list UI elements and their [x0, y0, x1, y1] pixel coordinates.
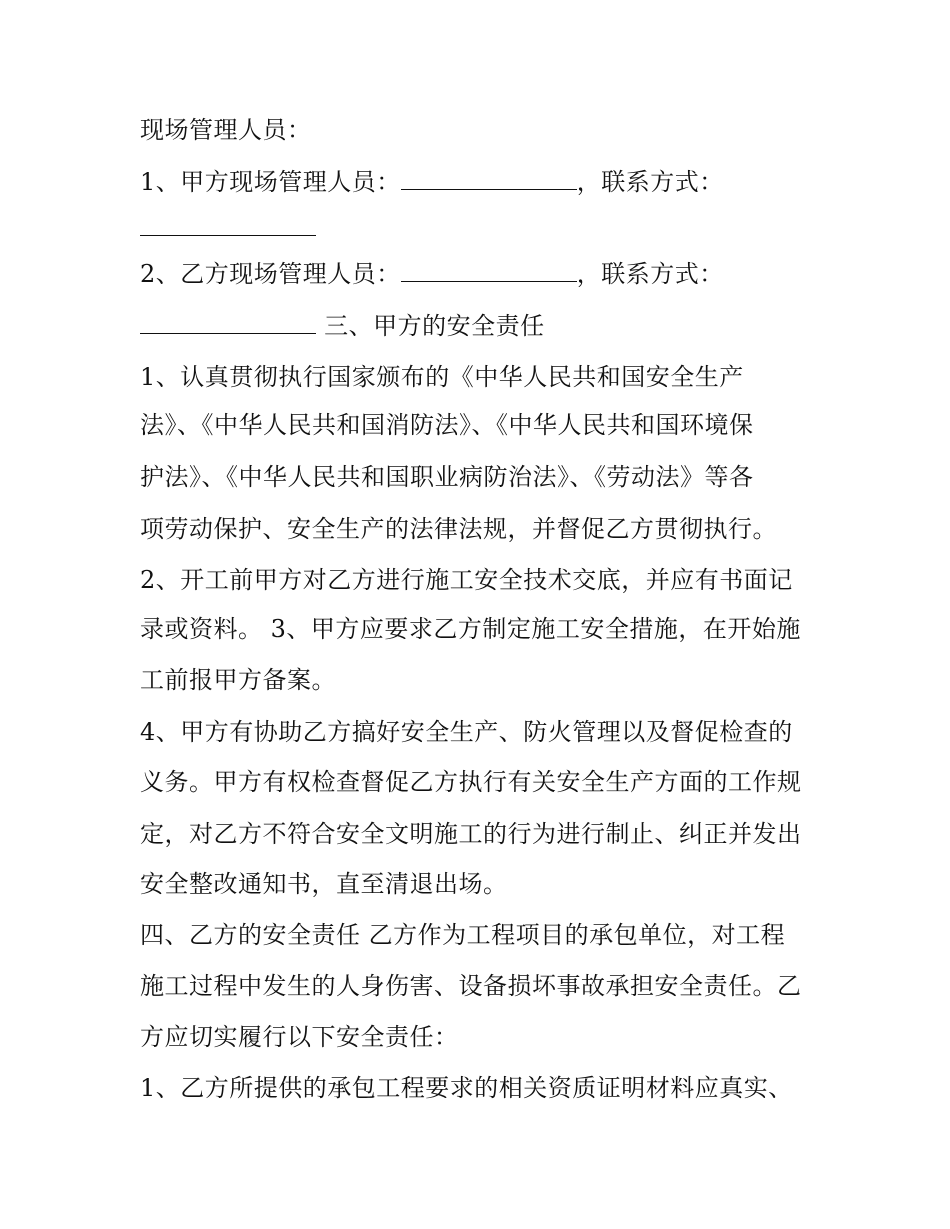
paragraph-line: 施工过程中发生的人身伤害、设备损坏事故承担安全责任。乙 — [140, 972, 802, 1000]
paragraph-line: 工前报甲方备案。 — [140, 666, 336, 694]
party-a-manager-line — [140, 166, 724, 198]
section-heading-site-managers: 现场管理人员： — [140, 116, 312, 144]
party-b-contact-label: ，联系方式： — [576, 260, 724, 288]
paragraph-line: 定，对乙方不符合安全文明施工的行为进行制止、纠正并发出 — [140, 820, 802, 848]
party-a-contact-blank[interactable] — [140, 213, 316, 236]
party-a-contact-label: ，联系方式： — [576, 168, 724, 196]
paragraph-line: 义务。甲方有权检查督促乙方执行有关安全生产方面的工作规 — [140, 768, 802, 796]
party-b-manager-line — [140, 258, 724, 290]
party-b-manager-label: 2、乙方现场管理人员： — [140, 260, 401, 288]
paragraph-line: 法》、《中华人民共和国消防法》、《中华人民共和国环境保 — [140, 411, 754, 439]
paragraph-line: 2、开工前甲方对乙方进行施工安全技术交底，并应有书面记 — [140, 566, 793, 594]
party-a-manager-label: 1、甲方现场管理人员： — [140, 168, 401, 196]
paragraph-line: 录或资料。 3、甲方应要求乙方制定施工安全措施，在开始施 — [140, 615, 801, 643]
section-heading-party-a: 三、甲方的安全责任 — [324, 312, 545, 340]
party-b-contact-line — [140, 310, 545, 342]
party-a-manager-blank[interactable] — [401, 167, 577, 190]
party-a-contact-line — [140, 212, 316, 244]
paragraph-line: 方应切实履行以下安全责任： — [140, 1023, 459, 1051]
paragraph-line: 4、甲方有协助乙方搞好安全生产、防火管理以及督促检查的 — [140, 718, 793, 746]
paragraph-line: 1、认真贯彻执行国家颁布的《中华人民共和国安全生产 — [140, 363, 744, 391]
section-heading-party-b: 四、乙方的安全责任 乙方作为工程项目的承包单位，对工程 — [140, 921, 786, 949]
paragraph-line: 1、乙方所提供的承包工程要求的相关资质证明材料应真实、 — [140, 1074, 793, 1102]
paragraph-line: 护法》、《中华人民共和国职业病防治法》、《劳动法》等各 — [140, 463, 754, 491]
party-b-contact-blank[interactable] — [140, 311, 316, 334]
paragraph-line: 项劳动保护、安全生产的法律法规，并督促乙方贯彻执行。 — [140, 515, 777, 543]
paragraph-line: 安全整改通知书，直至清退出场。 — [140, 870, 508, 898]
party-b-manager-blank[interactable] — [401, 259, 577, 282]
